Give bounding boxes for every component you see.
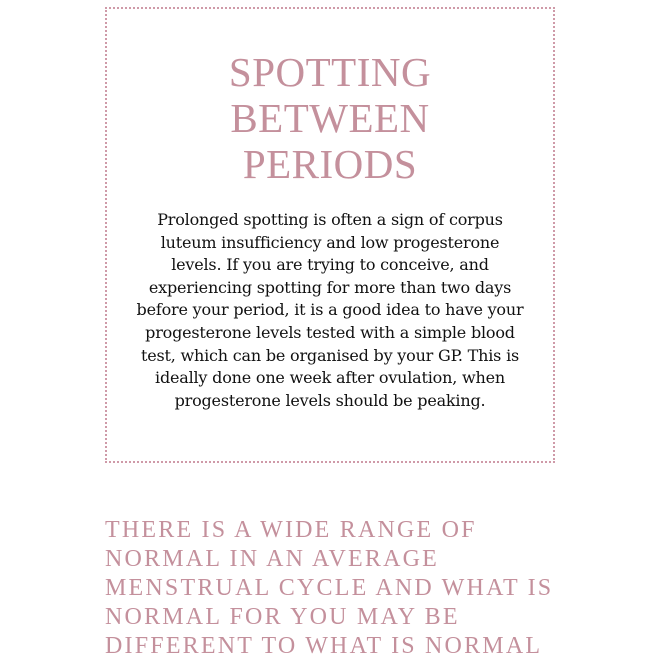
box-body-text: Prolonged spotting is often a sign of corpus luteum insufficiency and low progesterone levels. If you are trying to conceive, and experiencing spotting for more than two days before your period, it is a good idea to have your progesterone levels tested with a simple blood test, which can be organised by your GP. This is ideally done one week after ovulation, when progesterone levels should be peaking. [136, 210, 524, 410]
pull-quote-line: DIFFERENT TO WHAT IS NORMAL [105, 633, 543, 659]
pull-quote-line: THERE IS A WIDE RANGE OF [105, 517, 477, 543]
box-title-line: PERIODS [242, 141, 418, 187]
box-title-line: BETWEEN [230, 95, 430, 141]
pull-quote [105, 516, 575, 661]
pull-quote-line: MENSTRUAL CYCLE AND WHAT IS [105, 575, 554, 601]
pull-quote-line: NORMAL FOR YOU MAY BE [105, 604, 460, 630]
box-title [107, 49, 553, 187]
pull-quote-line: NORMAL IN AN AVERAGE [105, 546, 440, 572]
spotting-info-box [105, 7, 555, 463]
box-title-line: SPOTTING [228, 49, 432, 95]
